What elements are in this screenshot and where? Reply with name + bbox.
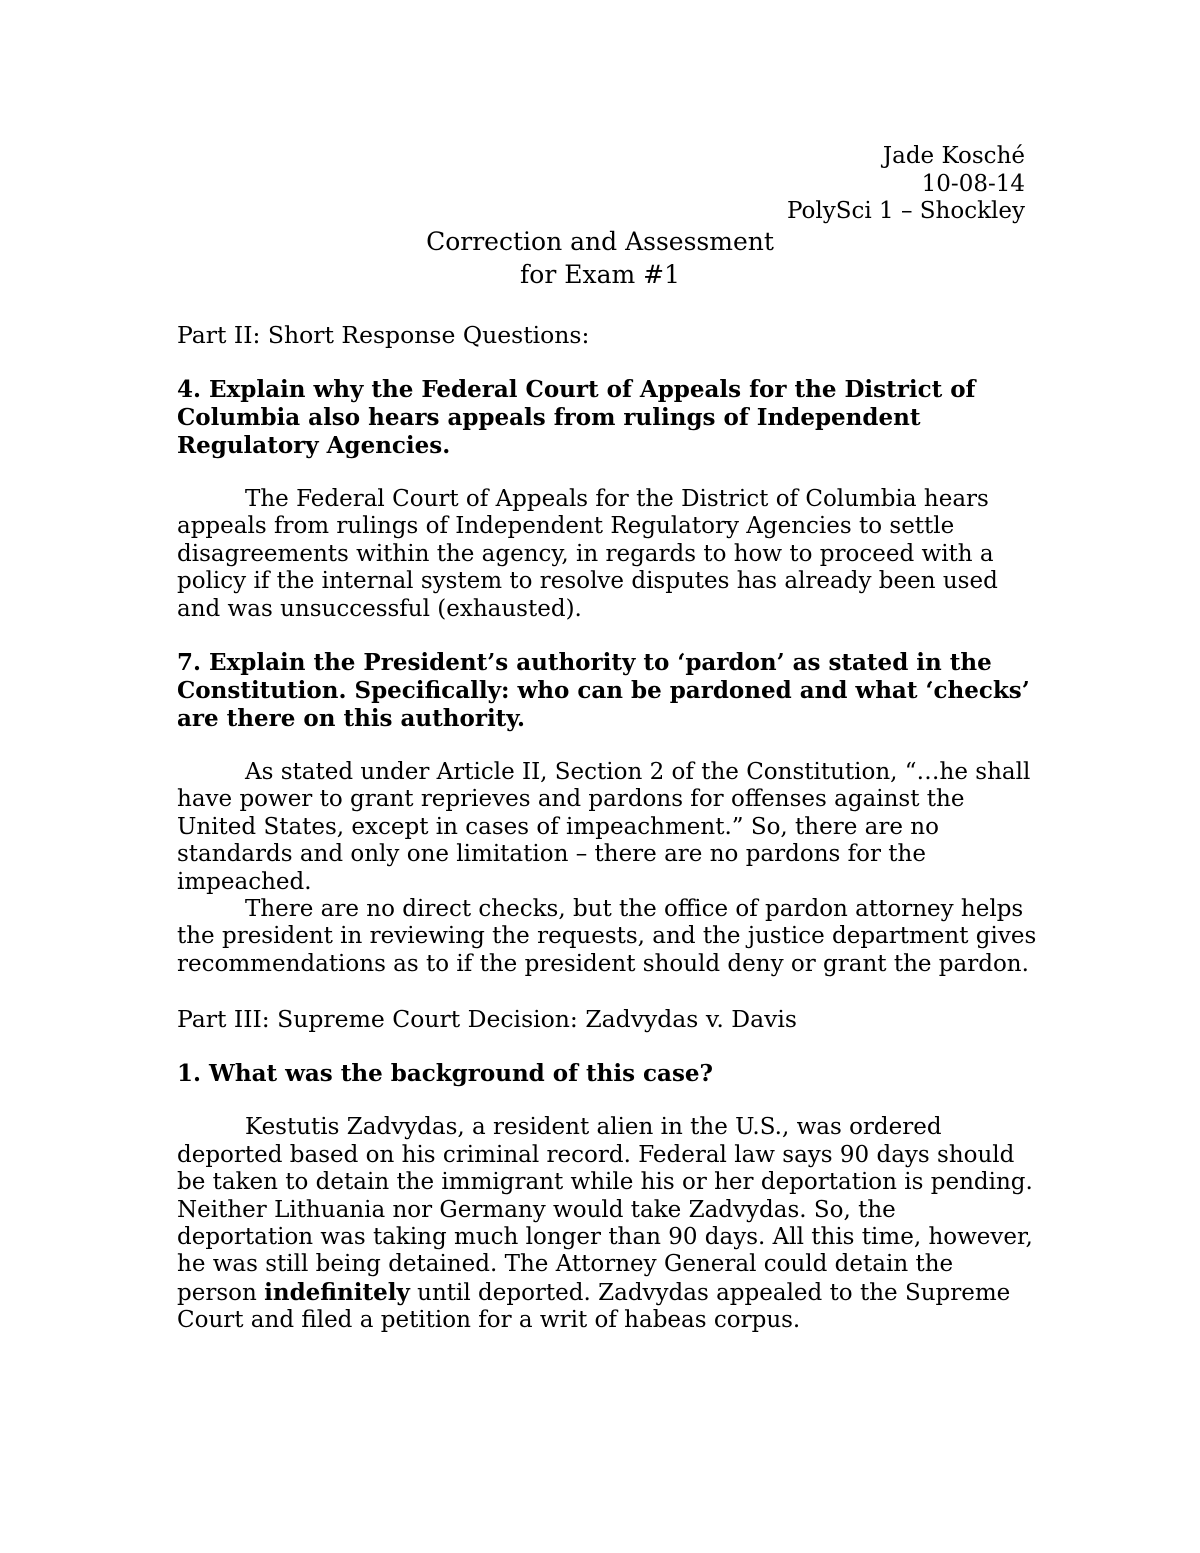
spacer (177, 350, 1037, 376)
spacer (177, 733, 1037, 759)
spacer (177, 1088, 1037, 1114)
author-header (787, 143, 1025, 226)
part2-heading: Part II: Short Response Questions: (177, 321, 590, 349)
title-line-1: Correction and Assessment (426, 227, 774, 256)
part3-heading: Part III: Supreme Court Decision: Zadvydas v. Davis (177, 1005, 797, 1034)
spacer (177, 460, 1037, 486)
author-name: Jade Kosché (882, 143, 1025, 169)
answer-7-paragraph-2: There are no direct checks, but the office of pardon attorney helps the president in reviewing the requests, and the justice department gives recommendations as to if the president should deny or grant the pardon. (177, 896, 1037, 977)
course-name: PolySci 1 – Shockley (787, 198, 1025, 224)
answer-7-paragraph-1: As stated under Article II, Section 2 of the Constitution, “…he shall have power to grant reprieves and pardons for offenses against the United States, except in cases of impeachment.” So, there are no standards and only one limitation – there are no pardons for the impeached. (177, 759, 1031, 895)
spacer (177, 1034, 1037, 1060)
document-title (0, 225, 1200, 291)
answer-1-text-after: until deported. Zadvydas appealed to the Supreme Court and filed a petition for a writ of habeas corpus. (177, 1279, 1011, 1334)
question-4: 4. Explain why the Federal Court of Appeals for the District of Columbia also hears appeals from rulings of Independent Regulatory Agencies. (177, 376, 976, 459)
spacer (177, 978, 1037, 1004)
answer-1-text-before: Kestutis Zadvydas, a resident alien in the U.S., was ordered deported based on his criminal record. Federal law says 90 days should be taken to detain the immigrant while his or her deportation is pending. Neither Lithuania nor Germany would take Zadvydas. So, the deportation was taking much longer than 90 days. All this time, however, he was still being detained. The Attorney General could detain the person (177, 1114, 1033, 1306)
answer-4: The Federal Court of Appeals for the District of Columbia hears appeals from rulings of Independent Regulatory Agencies to settle disagreements within the agency, in regards to how to proceed with a policy if the internal system to resolve disputes has already been used and was unsuccessful (exhausted). (177, 486, 998, 622)
question-1: 1. What was the background of this case? (177, 1060, 713, 1088)
question-7: 7. Explain the President’s authority to ‘pardon’ as stated in the Constitution. Specifically: who can be pardoned and what ‘checks’ are there on this authority. (177, 649, 1030, 733)
header-date: 10-08-14 (921, 170, 1025, 197)
answer-1-emphasis: indefinitely (264, 1278, 410, 1306)
title-line-2: for Exam #1 (520, 260, 680, 289)
answer-1 (177, 1114, 1037, 1334)
spacer (177, 623, 1037, 649)
document-body (177, 320, 1037, 1335)
